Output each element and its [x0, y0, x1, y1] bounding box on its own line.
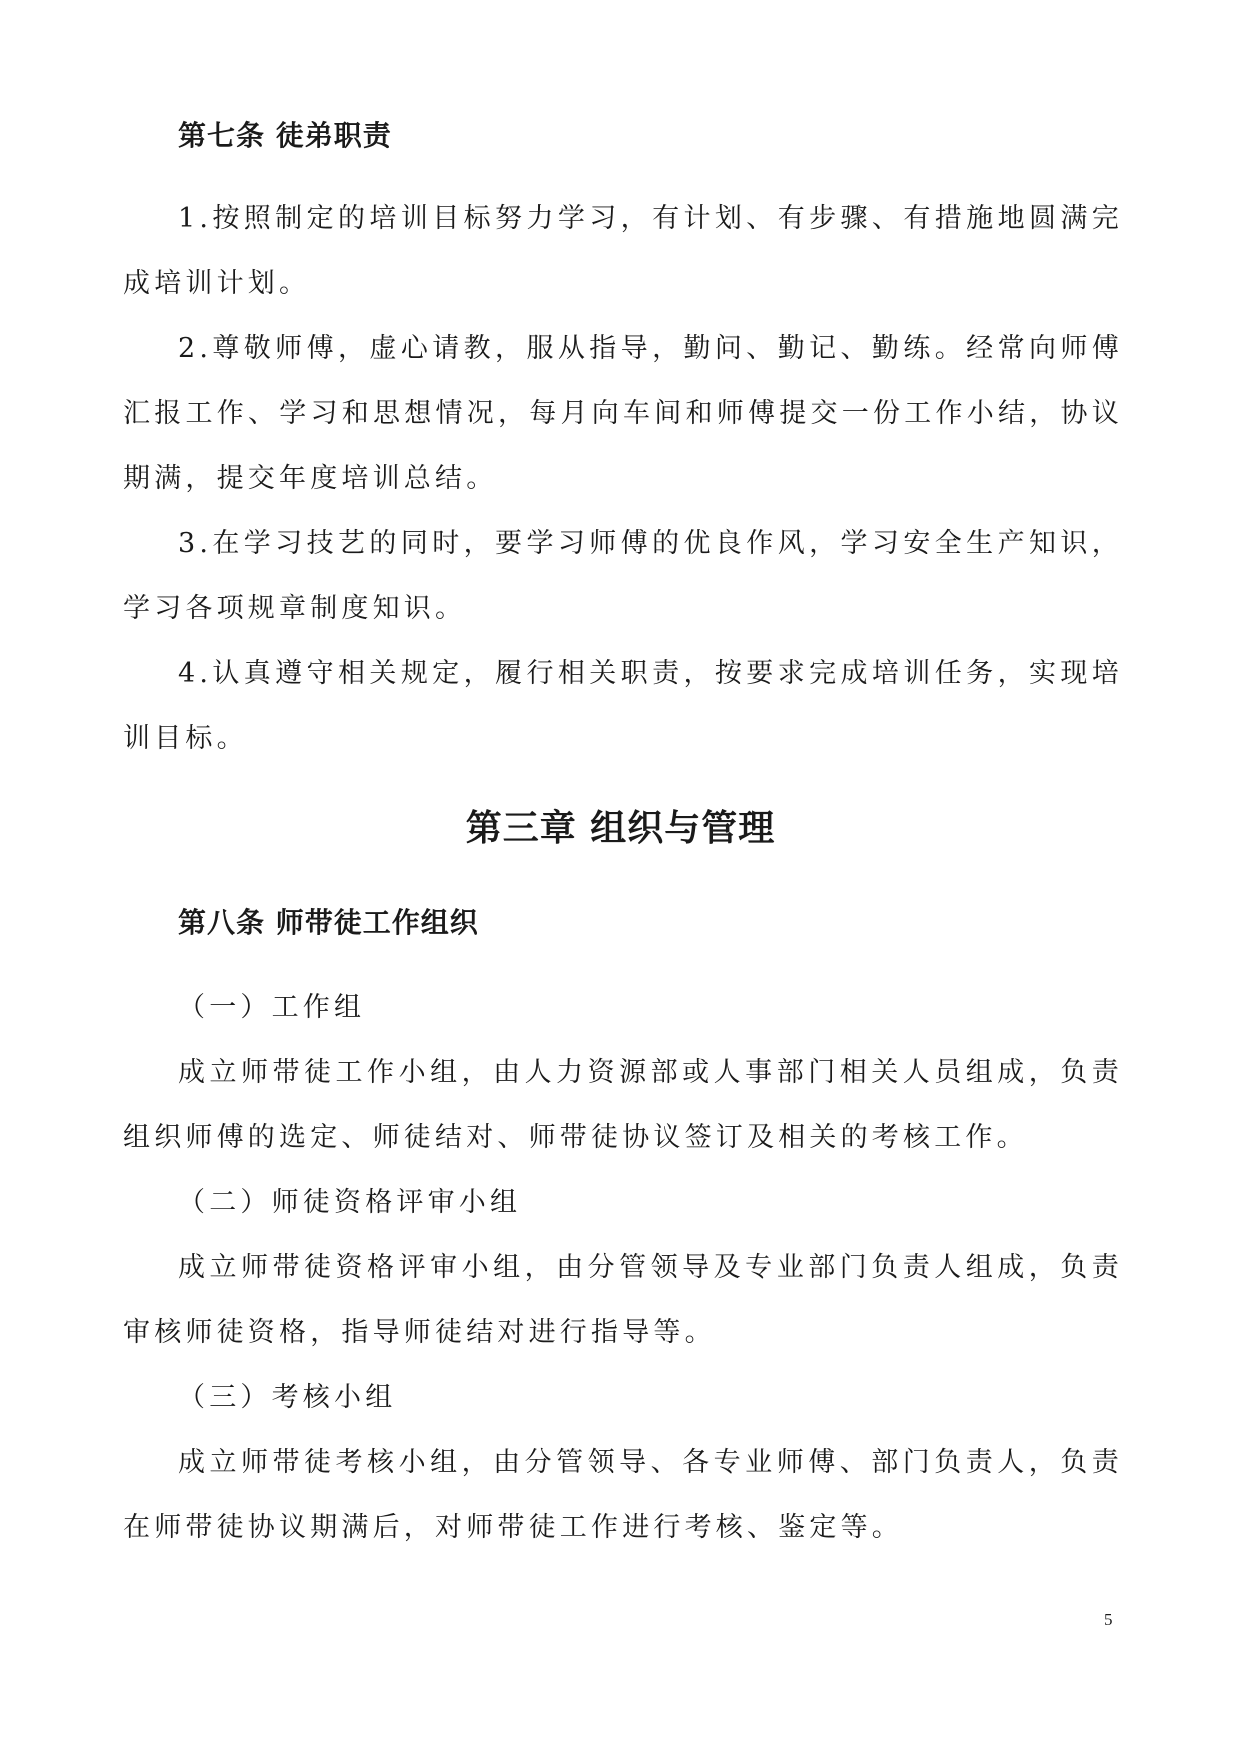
section-3-title: （三）考核小组	[178, 1382, 397, 1413]
article-7-item-3: 3.在学习技艺的同时，要学习师傅的优良作风，学习安全生产知识，学习各项规章制度知识。	[123, 528, 1123, 624]
page-number: 5	[1104, 1610, 1113, 1629]
article-8-heading: 第八条 师带徒工作组织	[178, 906, 479, 939]
section-1-title: （一）工作组	[178, 992, 366, 1023]
section-3-body: 成立师带徒考核小组，由分管领导、各专业师傅、部门负责人，负责在师带徒协议期满后，对师带徒工作进行考核、鉴定等。	[123, 1447, 1123, 1543]
article-7-items	[123, 186, 1123, 771]
article-7-item-1: 1.按照制定的培训目标努力学习，有计划、有步骤、有措施地圆满完成培训计划。	[123, 203, 1123, 299]
article-7-item-4: 4.认真遵守相关规定，履行相关职责，按要求完成培训任务，实现培训目标。	[123, 658, 1123, 754]
article-7-heading: 第七条 徒弟职责	[178, 119, 392, 152]
chapter-3-title: 第三章 组织与管理	[465, 808, 776, 849]
section-2-body: 成立师带徒资格评审小组，由分管领导及专业部门负责人组成，负责审核师徒资格，指导师徒结对进行指导等。	[123, 1252, 1123, 1348]
section-1-body: 成立师带徒工作小组，由人力资源部或人事部门相关人员组成，负责组织师傅的选定、师徒结对、师带徒协议签订及相关的考核工作。	[123, 1057, 1123, 1153]
article-8-sections	[123, 975, 1123, 1560]
article-7-item-2: 2.尊敬师傅，虚心请教，服从指导，勤问、勤记、勤练。经常向师傅汇报工作、学习和思想情况，每月向车间和师傅提交一份工作小结，协议期满，提交年度培训总结。	[123, 333, 1123, 494]
section-2-title: （二）师徒资格评审小组	[178, 1187, 522, 1218]
